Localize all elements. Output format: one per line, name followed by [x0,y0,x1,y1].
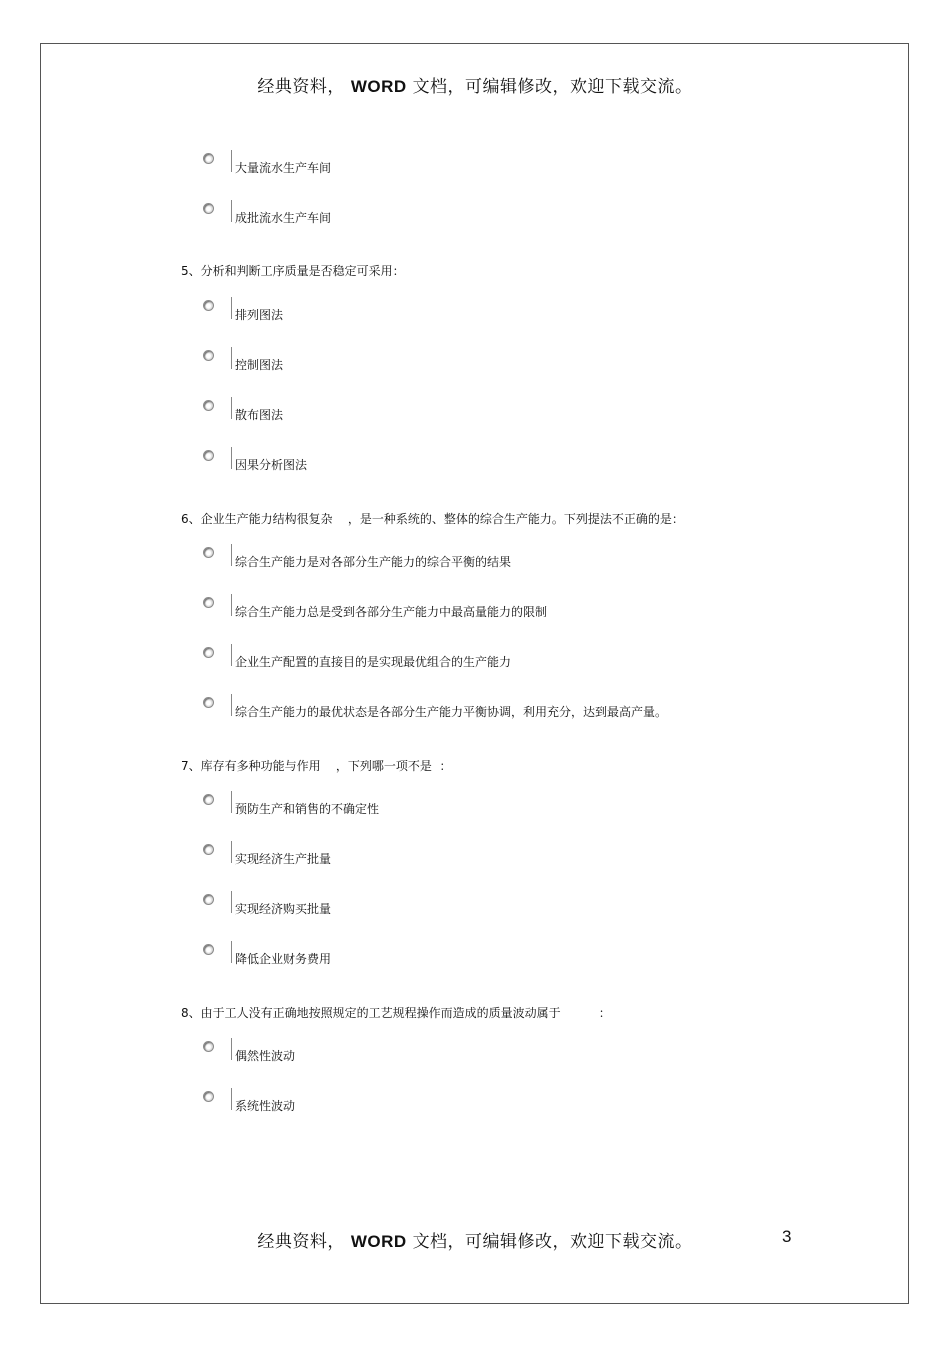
option-label: 成批流水生产车间 [235,211,332,225]
radio-button-icon[interactable] [203,597,214,608]
radio-button-icon[interactable] [203,547,214,558]
page-number: 3 [782,1227,792,1246]
footer-banner [0,1227,950,1252]
option-separator [231,150,232,172]
option-separator [231,891,232,913]
option-label: 散布图法 [235,408,284,422]
banner-word: WORD [350,77,407,96]
option-separator [231,594,232,616]
question-7-text: 7、库存有多种功能与作用 ，下列哪一项不是 ： [181,759,452,773]
question-8-text: 8、由于工人没有正确地按照规定的工艺规程操作而造成的质量波动属于 ： [181,1006,611,1020]
radio-button-icon[interactable] [203,1041,214,1052]
option-label: 控制图法 [235,358,284,372]
radio-button-icon[interactable] [203,400,214,411]
header-banner [0,72,950,97]
option-separator [231,841,232,863]
radio-button-icon[interactable] [203,697,214,708]
banner-text-2: 文档，可编辑修改，欢迎下载交流。 [412,77,693,97]
option-separator [231,644,232,666]
option-separator [231,200,232,222]
banner-text-1: 经典资料， [257,1232,345,1252]
option-label: 排列图法 [235,308,284,322]
option-separator [231,694,232,716]
option-separator [231,941,232,963]
radio-button-icon[interactable] [203,153,214,164]
banner-word: WORD [350,1232,407,1251]
radio-button-icon[interactable] [203,1091,214,1102]
option-label: 企业生产配置的直接目的是实现最优组合的生产能力 [235,655,512,669]
option-separator [231,544,232,566]
option-separator [231,1088,232,1110]
option-label: 系统性波动 [235,1099,296,1113]
option-label: 因果分析图法 [235,458,308,472]
option-separator [231,447,232,469]
radio-button-icon[interactable] [203,944,214,955]
question-6-text: 6、企业生产能力结构很复杂 ，是一种系统的、整体的综合生产能力。下列提法不正确的是： [181,512,684,526]
option-label: 预防生产和销售的不确定性 [235,802,380,816]
option-separator [231,297,232,319]
radio-button-icon[interactable] [203,300,214,311]
option-label: 偶然性波动 [235,1049,296,1063]
page-frame [40,43,909,1304]
option-label: 实现经济购买批量 [235,902,332,916]
radio-button-icon[interactable] [203,350,214,361]
radio-button-icon[interactable] [203,647,214,658]
banner-text-2: 文档，可编辑修改，欢迎下载交流。 [412,1232,693,1252]
radio-button-icon[interactable] [203,794,214,805]
radio-button-icon[interactable] [203,894,214,905]
radio-button-icon[interactable] [203,203,214,214]
option-label: 综合生产能力是对各部分生产能力的综合平衡的结果 [235,555,512,569]
option-label: 实现经济生产批量 [235,852,332,866]
option-label: 综合生产能力总是受到各部分生产能力中最高量能力的限制 [235,605,548,619]
option-separator [231,1038,232,1060]
radio-button-icon[interactable] [203,844,214,855]
question-5-text: 5、分析和判断工序质量是否稳定可采用： [181,264,405,278]
banner-text-1: 经典资料， [257,77,345,97]
option-separator [231,791,232,813]
option-label: 大量流水生产车间 [235,161,332,175]
option-label: 降低企业财务费用 [235,952,332,966]
radio-button-icon[interactable] [203,450,214,461]
option-separator [231,397,232,419]
option-label: 综合生产能力的最优状态是各部分生产能力平衡协调，利用充分，达到最高产量。 [235,705,668,719]
option-separator [231,347,232,369]
